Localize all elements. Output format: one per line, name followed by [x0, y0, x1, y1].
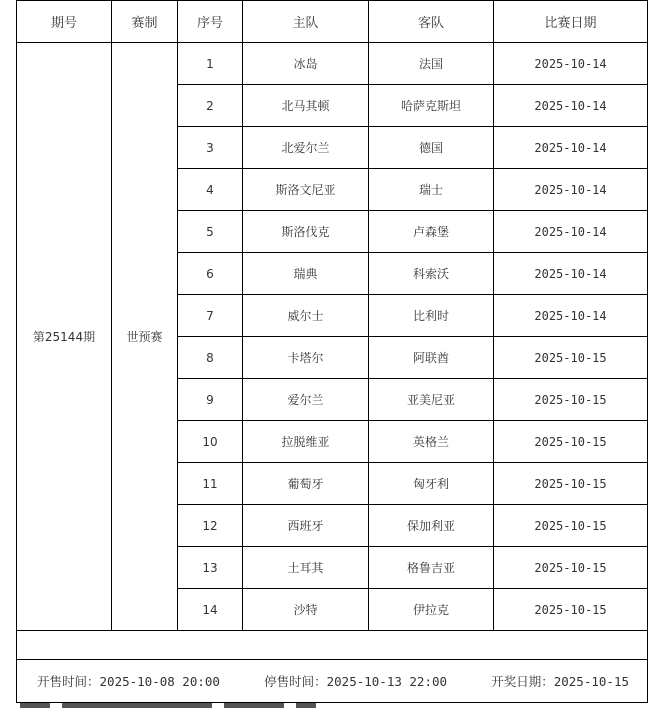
issue-cell: 第25144期	[17, 43, 112, 631]
draw-date	[491, 672, 629, 690]
match-no: 7	[178, 295, 243, 337]
home-team: 北爱尔兰	[243, 127, 369, 169]
sale-stop-label: 停售时间：	[264, 674, 327, 689]
home-team: 瑞典	[243, 253, 369, 295]
match-no: 1	[178, 43, 243, 85]
blank-cell	[17, 631, 648, 660]
home-team: 斯洛文尼亚	[243, 169, 369, 211]
match-no: 12	[178, 505, 243, 547]
home-team: 威尔士	[243, 295, 369, 337]
match-no: 5	[178, 211, 243, 253]
match-date: 2025-10-14	[494, 253, 648, 295]
cut-off-glyphs	[296, 703, 316, 708]
match-no: 3	[178, 127, 243, 169]
away-team: 阿联酋	[369, 337, 494, 379]
match-date: 2025-10-15	[494, 379, 648, 421]
match-date: 2025-10-15	[494, 421, 648, 463]
sale-stop-value: 2025-10-13 22:00	[326, 674, 448, 689]
match-date: 2025-10-15	[494, 505, 648, 547]
sale-start-value: 2025-10-08 20:00	[99, 674, 220, 689]
sales-info-cell	[17, 660, 648, 703]
sales-info-row	[17, 660, 648, 703]
home-team: 斯洛伐克	[243, 211, 369, 253]
away-team: 格鲁吉亚	[369, 547, 494, 589]
match-no: 4	[178, 169, 243, 211]
home-team: 爱尔兰	[243, 379, 369, 421]
sales-info	[17, 672, 647, 690]
home-team: 葡萄牙	[243, 463, 369, 505]
home-team: 土耳其	[243, 547, 369, 589]
cut-off-glyphs	[20, 703, 50, 708]
cut-off-text-line	[20, 701, 380, 715]
header-no: 序号	[178, 1, 243, 43]
schedule-sheet	[16, 0, 647, 703]
match-no: 2	[178, 85, 243, 127]
home-team: 北马其顿	[243, 85, 369, 127]
away-team: 科索沃	[369, 253, 494, 295]
draw-date-label: 开奖日期：	[491, 674, 554, 689]
away-team: 伊拉克	[369, 589, 494, 631]
header-issue: 期号	[17, 1, 112, 43]
match-date: 2025-10-14	[494, 85, 648, 127]
sale-stop	[264, 672, 447, 690]
away-team: 卢森堡	[369, 211, 494, 253]
away-team: 匈牙利	[369, 463, 494, 505]
away-team: 法国	[369, 43, 494, 85]
match-date: 2025-10-15	[494, 589, 648, 631]
match-date: 2025-10-14	[494, 127, 648, 169]
home-team: 拉脱维亚	[243, 421, 369, 463]
match-no: 14	[178, 589, 243, 631]
match-schedule-table	[16, 0, 648, 703]
match-date: 2025-10-15	[494, 463, 648, 505]
match-no: 11	[178, 463, 243, 505]
away-team: 哈萨克斯坦	[369, 85, 494, 127]
home-team: 沙特	[243, 589, 369, 631]
match-no: 9	[178, 379, 243, 421]
draw-date-value: 2025-10-15	[553, 674, 629, 689]
header-match-date: 比赛日期	[494, 1, 648, 43]
home-team: 西班牙	[243, 505, 369, 547]
match-no: 8	[178, 337, 243, 379]
match-date: 2025-10-15	[494, 337, 648, 379]
away-team: 英格兰	[369, 421, 494, 463]
away-team: 德国	[369, 127, 494, 169]
match-rows	[17, 43, 648, 631]
match-date: 2025-10-14	[494, 169, 648, 211]
match-date: 2025-10-14	[494, 211, 648, 253]
cut-off-glyphs	[224, 703, 284, 708]
away-team: 亚美尼亚	[369, 379, 494, 421]
header-away-team: 客队	[369, 1, 494, 43]
match-date: 2025-10-14	[494, 295, 648, 337]
blank-row	[17, 631, 648, 660]
match-no: 10	[178, 421, 243, 463]
cut-off-glyphs	[62, 703, 212, 708]
home-team: 冰岛	[243, 43, 369, 85]
format-cell: 世预赛	[112, 43, 178, 631]
match-date: 2025-10-14	[494, 43, 648, 85]
away-team: 保加利亚	[369, 505, 494, 547]
header-home-team: 主队	[243, 1, 369, 43]
away-team: 瑞士	[369, 169, 494, 211]
match-date: 2025-10-15	[494, 547, 648, 589]
match-no: 13	[178, 547, 243, 589]
match-no: 6	[178, 253, 243, 295]
table-row	[17, 43, 648, 85]
sale-start-label: 开售时间：	[37, 674, 100, 689]
header-row	[17, 1, 648, 43]
header-format: 赛制	[112, 1, 178, 43]
sale-start	[37, 672, 220, 690]
home-team: 卡塔尔	[243, 337, 369, 379]
away-team: 比利时	[369, 295, 494, 337]
